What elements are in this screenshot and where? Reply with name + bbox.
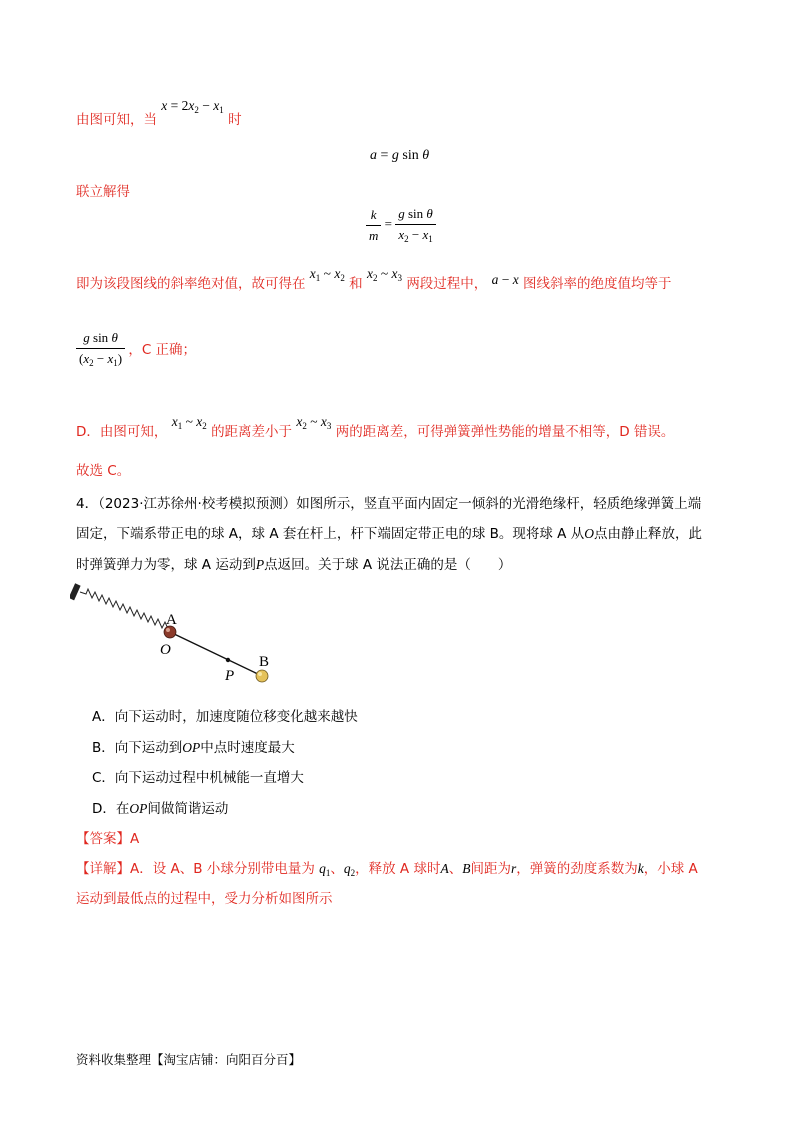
line-5-and: 和	[349, 276, 363, 292]
answer-k-italic: k	[637, 861, 644, 876]
point-p	[226, 658, 230, 662]
footer-note: 资料收集整理【淘宝店铺：向阳百分百】	[76, 1052, 302, 1067]
line-7-a: D．由图可知，	[76, 424, 168, 440]
formula-x2-x3-b: $x_2$ ~ $x_3$	[296, 414, 332, 431]
question-line-1: 4．（2023·江苏徐州·校考模拟预测）如图所示，竖直平面内固定一倾斜的光滑绝缘杆，轻质绝缘弹簧上端	[76, 496, 702, 512]
formula-x2-x3: $x_2$ ~ $x_3$	[366, 266, 403, 283]
line-7	[76, 414, 675, 441]
charge-q1: $q_1$	[319, 861, 331, 878]
ball-b-highlight	[258, 672, 262, 676]
answer-detail-pre: 【详解】A．设 A、B 小球分别带电量为	[76, 861, 315, 877]
answer-a-italic: A	[440, 861, 449, 876]
question-line-3-a: 时弹簧弹力为零，球 A 运动到	[76, 557, 256, 573]
formula-k-over-m: $\frac{k}{m}$ = $\frac{\text{g sin θ}}{x_2 - x_1}$	[366, 206, 436, 244]
label-p: P	[225, 668, 235, 684]
point-o-label: O	[584, 526, 594, 541]
answer-detail-mid: ，释放 A 球时	[355, 861, 441, 877]
option-d	[92, 797, 228, 817]
line-6	[76, 330, 196, 368]
line-5	[76, 266, 672, 293]
answer-detail-line-2: 运动到最低点的过程中，受力分析如图所示	[76, 891, 333, 907]
formula-a-minus-x: a − x	[491, 272, 519, 287]
spring	[80, 589, 170, 632]
option-a: A．向下运动时，加速度随位移变化越来越快	[92, 709, 358, 725]
answer-detail-k: ，弹簧的劲度系数为	[516, 861, 638, 877]
label-o: O	[160, 642, 171, 658]
option-b	[92, 736, 295, 756]
line-5-text: 即为该段图线的斜率绝对值，故可得在	[76, 276, 306, 292]
option-b-pre: B．向下运动到	[92, 740, 183, 756]
line-1-after: 时	[228, 112, 242, 128]
option-d-op: OP	[129, 801, 148, 816]
line-1	[76, 98, 242, 129]
incline-spring-figure	[70, 578, 290, 688]
answer-b-italic: B	[462, 861, 471, 876]
line-5-end: 图线斜率的绝度值均等于	[523, 276, 672, 292]
charge-q2: $q_2$	[343, 861, 356, 878]
formula-x-eq: $x = 2x_2 - x_1$	[161, 98, 224, 115]
line-1-text: 由图可知，当	[76, 112, 157, 128]
option-c: C．向下运动过程中机械能一直增大	[92, 770, 304, 786]
label-a: A	[166, 612, 177, 628]
line-7-c: 两的距离差，可得弹簧弹性势能的增量不相等，D 错误。	[335, 424, 675, 440]
question-line-2	[76, 522, 702, 542]
option-b-op: OP	[182, 740, 201, 755]
wall-support	[70, 583, 81, 600]
ball-b	[256, 670, 268, 682]
question-line-2-text: 固定，下端系带正电的球 A，球 A 套在杆上，杆下端固定带正电的球 B。现将球 A 从	[76, 526, 585, 542]
question-line-3	[76, 553, 511, 573]
line-5-mid: 两段过程中，	[406, 276, 488, 292]
line-7-b: 的距离差小于	[211, 424, 293, 440]
line-3: 联立解得	[76, 184, 130, 200]
line-8: 故选 C。	[76, 463, 131, 479]
label-b: B	[259, 654, 270, 670]
formula-x1-x2-b: $x_1$ ~ $x_2$	[171, 414, 207, 431]
answer-detail-end: ，小球 A	[643, 861, 698, 877]
option-b-post: 中点时速度最大	[200, 740, 295, 756]
answer-label: 【答案】A	[76, 831, 140, 847]
answer-detail-dist: 间距为	[470, 861, 511, 877]
formula-x1-x2: $x_1$ ~ $x_2$	[309, 266, 345, 283]
rod	[170, 632, 262, 676]
answer-detail-line-1: 【详解】A．设 A、B 小球分别带电量为 $q_1$、$q_2$，释放 A 球时A、B间距为r，弹簧的劲度系数为k，小球 A	[76, 861, 698, 878]
option-d-pre: D．在	[92, 801, 130, 817]
formula-g-sin-over-x: $\frac{\text{g sin θ}}{(x_2 - x_1)}$	[76, 340, 128, 355]
ball-a-highlight	[166, 628, 170, 632]
answer-r-italic: r	[510, 861, 517, 876]
formula-a-eq: a = g sin θ	[370, 148, 430, 163]
question-line-3-b: 点返回。关于球 A 说法正确的是（ ）	[264, 557, 512, 573]
point-p-label: P	[255, 557, 265, 572]
option-d-post: 间做简谐运动	[147, 801, 229, 817]
line-6-end: ，C 正确；	[128, 341, 197, 358]
question-line-2-end: 点由静止释放，此	[593, 526, 702, 542]
